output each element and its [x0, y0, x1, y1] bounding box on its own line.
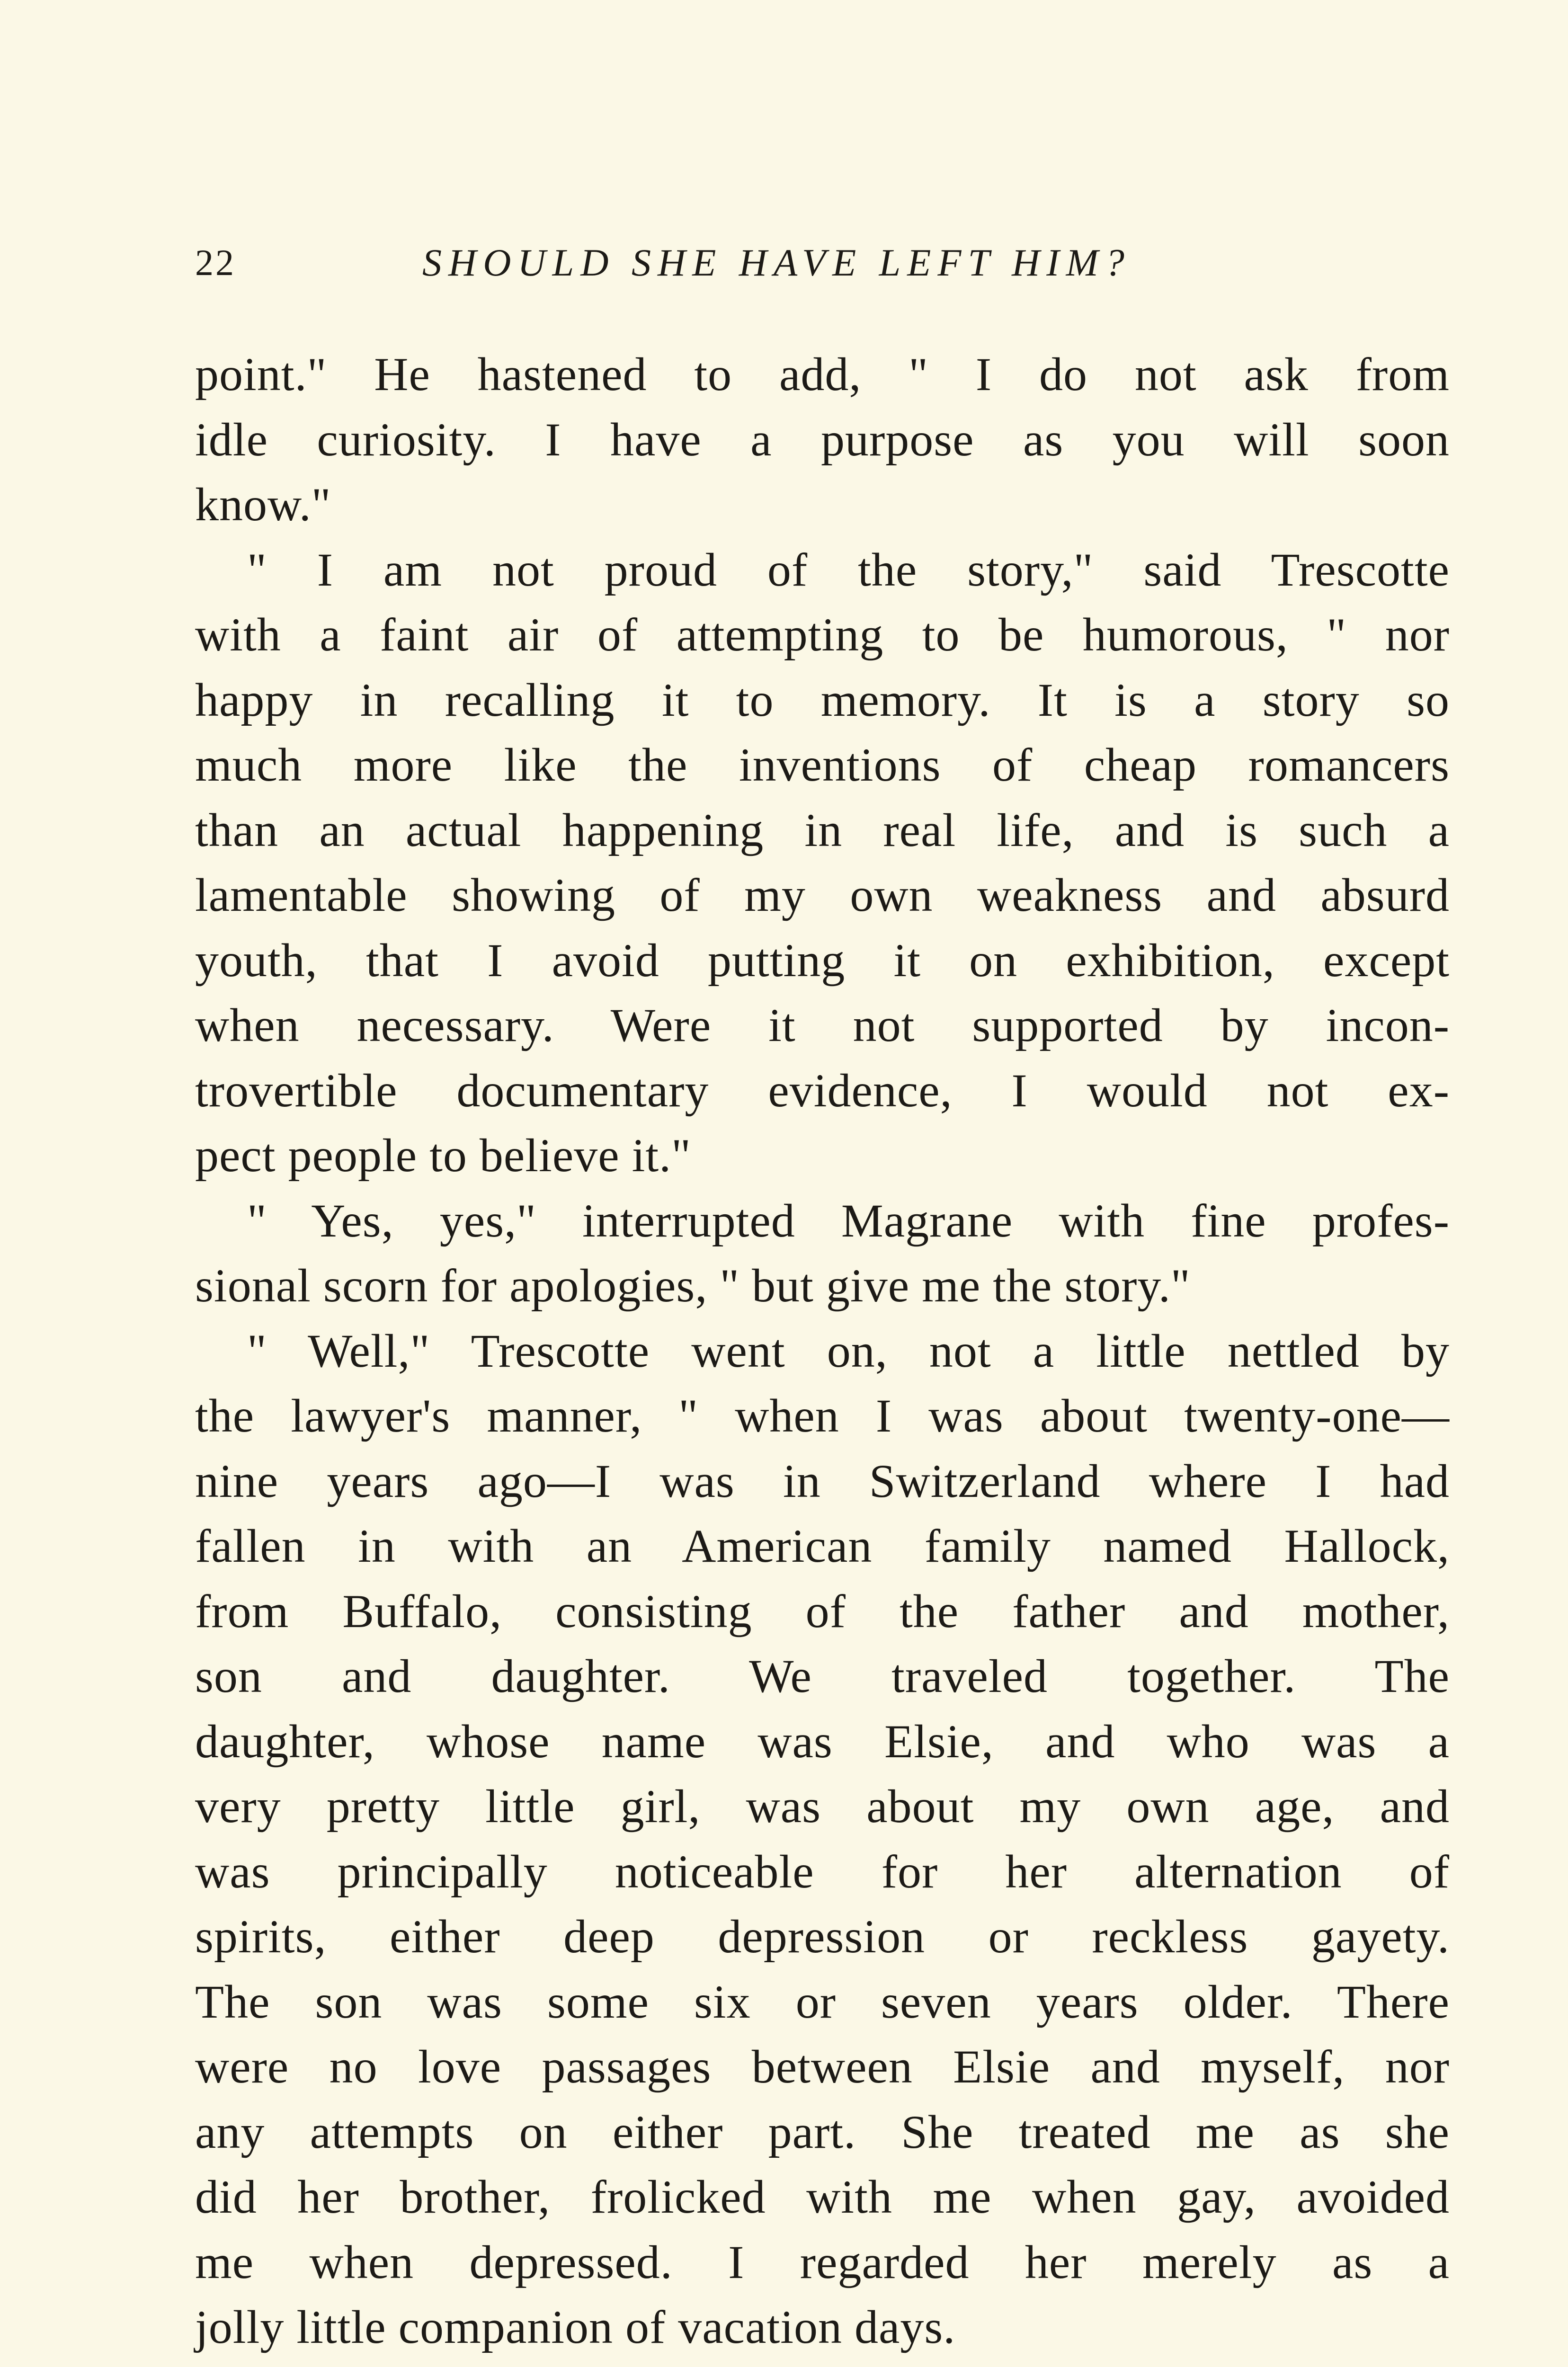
- text-line: did her brother, frolicked with me when gay, avoided: [195, 2171, 1450, 2223]
- text-line: " Well," Trescotte went on, not a little nettled by: [247, 1324, 1450, 1377]
- page-number: 22: [195, 242, 236, 283]
- text-line: much more like the inventions of cheap romancers: [195, 739, 1450, 791]
- text-line: daughter, whose name was Elsie, and who was a: [195, 1715, 1450, 1768]
- text-line: " Yes, yes," interrupted Magrane with fine profes-: [247, 1194, 1450, 1247]
- text-line: me when depressed. I regarded her merely as a: [195, 2235, 1450, 2288]
- text-line: very pretty little girl, was about my own age, and: [195, 1780, 1450, 1833]
- text-line: were no love passages between Elsie and myself, nor: [195, 2040, 1450, 2093]
- text-line: any attempts on either part. She treated me as she: [195, 2105, 1450, 2158]
- text-line: jolly little companion of vacation days.: [195, 2301, 956, 2353]
- text-line: idle curiosity. I have a purpose as you will soon: [195, 413, 1450, 466]
- text-line: was principally noticeable for her alternation of: [195, 1845, 1450, 1898]
- text-line: the lawyer's manner, " when I was about twenty-one—: [195, 1389, 1450, 1442]
- text-line: son and daughter. We traveled together. The: [195, 1650, 1450, 1702]
- text-line: lamentable showing of my own weakness and absurd: [195, 869, 1450, 921]
- text-line: point." He hastened to add, " I do not ask from: [195, 348, 1450, 400]
- running-head: [195, 237, 1450, 289]
- text-line: The son was some six or seven years older. There: [195, 1975, 1450, 2028]
- text-line: pect people to believe it.": [195, 1129, 691, 1182]
- text-line: sional scorn for apologies, " but give me the story.": [195, 1259, 1191, 1312]
- text-line: than an actual happening in real life, and is such a: [195, 803, 1450, 856]
- text-line: youth, that I avoid putting it on exhibition, except: [195, 934, 1450, 987]
- running-title: SHOULD SHE HAVE LEFT HIM?: [422, 241, 1131, 284]
- text-line: fallen in with an American family named Hallock,: [195, 1520, 1450, 1572]
- text-line: trovertible documentary evidence, I would not ex-: [195, 1064, 1450, 1117]
- text-line: know.": [195, 478, 331, 531]
- text-line: happy in recalling it to memory. It is a story so: [195, 673, 1450, 726]
- text-line: " I am not proud of the story," said Trescotte: [247, 543, 1450, 596]
- body-text: [195, 342, 1450, 2360]
- text-line: with a faint air of attempting to be humorous, " nor: [195, 608, 1450, 661]
- text-line: nine years ago—I was in Switzerland where I had: [195, 1454, 1450, 1507]
- text-line: from Buffalo, consisting of the father and mother,: [195, 1584, 1450, 1637]
- text-line: spirits, either deep depression or reckless gayety.: [195, 1910, 1450, 1963]
- text-line: when necessary. Were it not supported by incon-: [195, 999, 1450, 1051]
